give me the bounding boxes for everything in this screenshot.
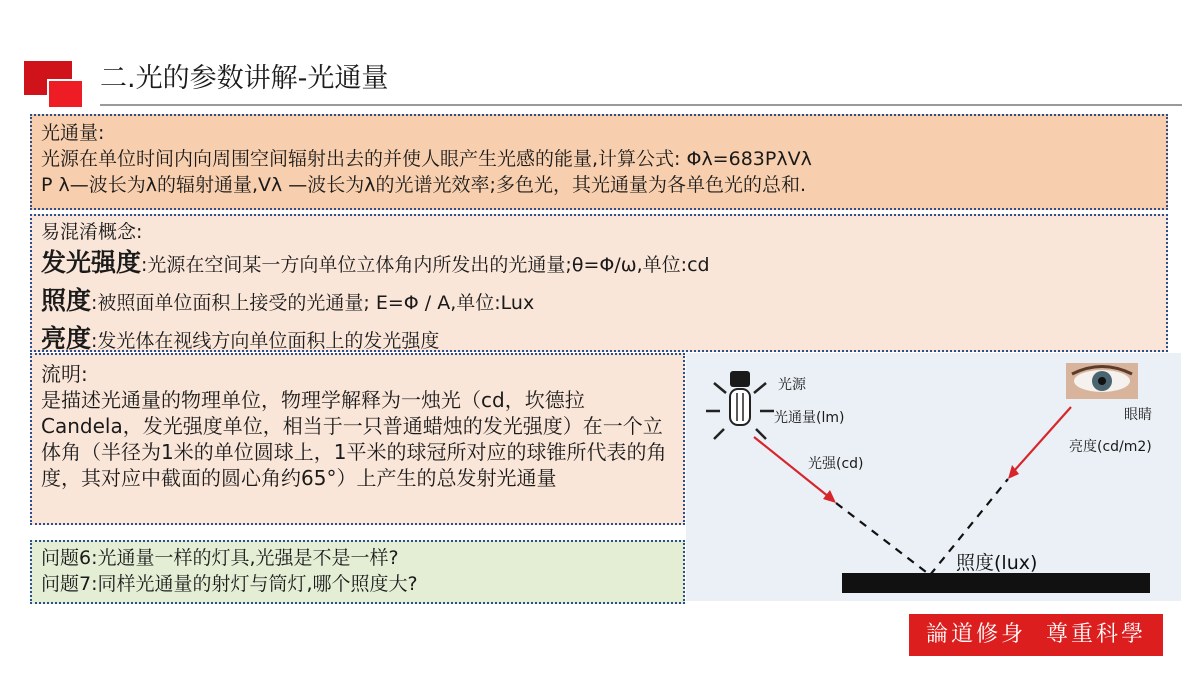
concept-illuminance <box>41 283 1157 321</box>
concept-description: :被照面单位面积上接受的光通量; E=Φ / A,单位:Lux <box>91 292 535 314</box>
eye-icon <box>1066 363 1138 399</box>
concept-term: 亮度 <box>41 324 92 353</box>
lumen-heading: 流明: <box>41 362 88 386</box>
concept-term: 发光强度 <box>41 248 142 277</box>
luminous-flux-definition-box <box>30 114 1168 210</box>
lumen-explanation-box <box>30 353 685 525</box>
illuminated-surface <box>842 573 1150 593</box>
definition-line-1: 光源在单位时间内向周围空间辐射出去的并使人眼产生光感的能量,计算公式: Φλ=683PλVλ <box>41 148 812 170</box>
motto-right: 尊重科學 <box>1046 622 1147 647</box>
luminance-label: 亮度(cd/m2) <box>1069 439 1152 455</box>
concept-luminous-intensity <box>41 245 1157 283</box>
source-label: 光源 <box>778 377 806 393</box>
motto-left: 論道修身 <box>925 622 1026 647</box>
photometry-diagram <box>686 353 1181 601</box>
illuminance-label: 照度(lux) <box>956 552 1038 574</box>
lumen-body: 是描述光通量的物理单位，物理学解释为一烛光（cd，坎德拉Candela，发光强度单位，相当于一只普通蜡烛的发光强度）在一个立体角（半径为1米的单位圆球上，1平米的球冠所对应的球锥所代表的角度，其对应中截面的圆心角约65°）上产生的总发射光通量 <box>41 388 667 490</box>
page-title: 二.光的参数讲解-光通量 <box>100 63 389 94</box>
title-divider <box>100 104 1182 106</box>
flux-label: 光通量(lm) <box>774 410 845 426</box>
concept-term: 照度 <box>41 286 92 315</box>
intensity-label: 光强(cd) <box>808 456 864 472</box>
questions-box <box>30 540 685 604</box>
confusing-concepts-box <box>30 214 1168 352</box>
definition-heading: 光通量: <box>41 122 105 144</box>
motto-banner <box>909 614 1163 656</box>
definition-line-2: P λ—波长为λ的辐射通量,Vλ —波长为λ的光谱光效率;多色光，其光通量为各单色光的总和. <box>41 174 806 196</box>
confusing-heading: 易混淆概念: <box>41 221 143 243</box>
question-7: 问题7:同样光通量的射灯与筒灯,哪个照度大? <box>41 573 418 595</box>
logo-block-light <box>47 79 84 109</box>
concept-description: :光源在空间某一方向单位立体角内所发出的光通量;θ=Φ/ω,单位:cd <box>141 254 710 276</box>
question-6: 问题6:光通量一样的灯具,光强是不是一样? <box>41 547 399 569</box>
concept-description: :发光体在视线方向单位面积上的发光强度 <box>91 330 440 352</box>
eye-label: 眼睛 <box>1124 407 1152 423</box>
